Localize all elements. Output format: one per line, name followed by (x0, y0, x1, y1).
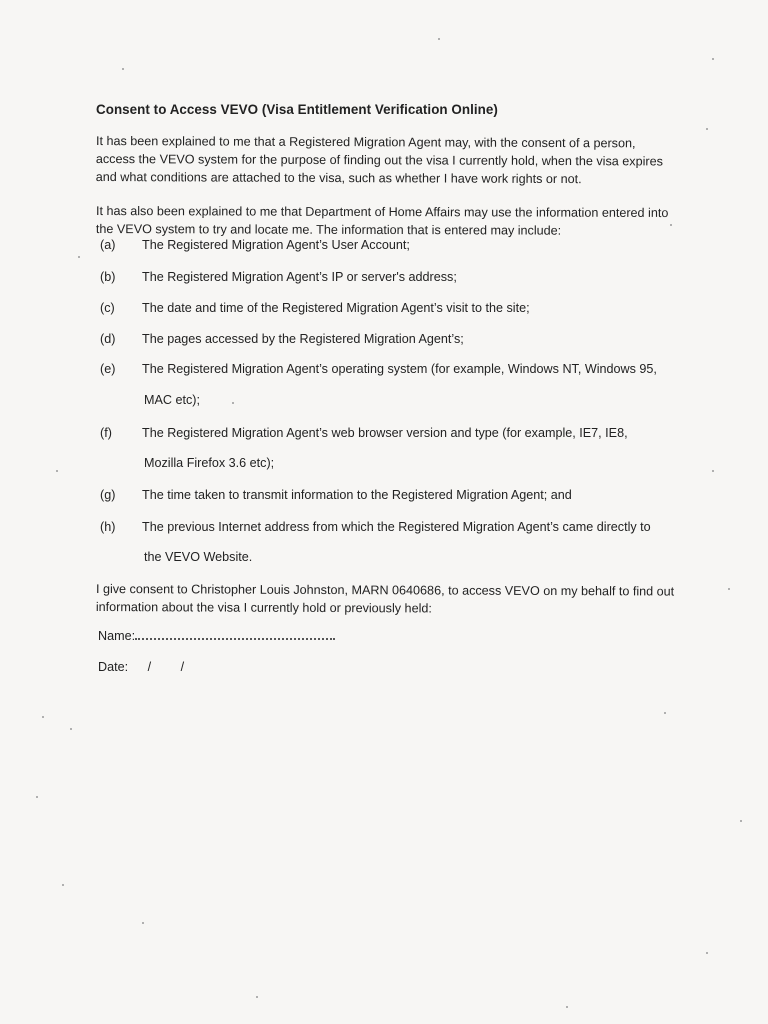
list-item-letter: (h) (100, 520, 116, 534)
list-item-text: The Registered Migration Agent’s operating system (for example, Windows NT, Windows 95, (142, 362, 657, 376)
list-item-text: The time taken to transmit information to the Registered Migration Agent; and (142, 488, 572, 502)
list-item-text: The previous Internet address from which the Registered Migration Agent’s came directly to (142, 520, 651, 534)
list-item-letter: (f) (100, 426, 112, 440)
list-item-letter: (a) (100, 238, 116, 252)
document-title: Consent to Access VEVO (Visa Entitlement Verification Online) (96, 102, 498, 117)
paragraph-consent: I give consent to Christopher Louis Johnston, MARN 0640686, to access VEVO on my behalf to find out information about the visa I currently hold or previously held: (95, 582, 675, 616)
list-item-continuation: the VEVO Website. (144, 550, 253, 564)
date-label: Date: (98, 660, 129, 674)
list-item-text: The Registered Migration Agent’s web browser version and type (for example, IE7, IE8, (142, 426, 628, 440)
paragraph-information-use: It has also been explained to me that Department of Home Affairs may use the information entered into the VEVO system to try and locate me. The information that is entered may include: (95, 203, 669, 238)
paragraph-explanation: It has been explained to me that a Registered Migration Agent may, with the consent of a person, access the VEVO system for the purpose of finding out the visa I currently hold, when the visa expires and what conditions are attached to the visa, such as whether I have work rights or not. (95, 133, 663, 187)
list-item-text: The pages accessed by the Registered Migration Agent’s; (142, 332, 464, 346)
list-item-continuation: MAC etc); (144, 393, 200, 407)
name-field[interactable] (98, 628, 335, 643)
list-item-continuation: Mozilla Firefox 3.6 etc); (144, 456, 275, 470)
list-item-text: The Registered Migration Agent’s User Account; (142, 238, 410, 252)
list-item-letter: (e) (100, 362, 116, 376)
list-item-letter: (b) (100, 270, 116, 284)
date-field[interactable] (98, 660, 184, 674)
date-separator: / (147, 660, 152, 674)
name-label: Name: (98, 629, 136, 643)
list-item-letter: (g) (100, 488, 116, 502)
list-item-letter: (d) (100, 332, 116, 346)
list-item-text: The Registered Migration Agent’s IP or server's address; (142, 270, 457, 284)
list-item-text: The date and time of the Registered Migration Agent’s visit to the site; (142, 301, 530, 315)
date-separator: / (180, 660, 185, 674)
list-item-letter: (c) (100, 301, 115, 315)
name-dotted-line[interactable] (135, 628, 335, 640)
